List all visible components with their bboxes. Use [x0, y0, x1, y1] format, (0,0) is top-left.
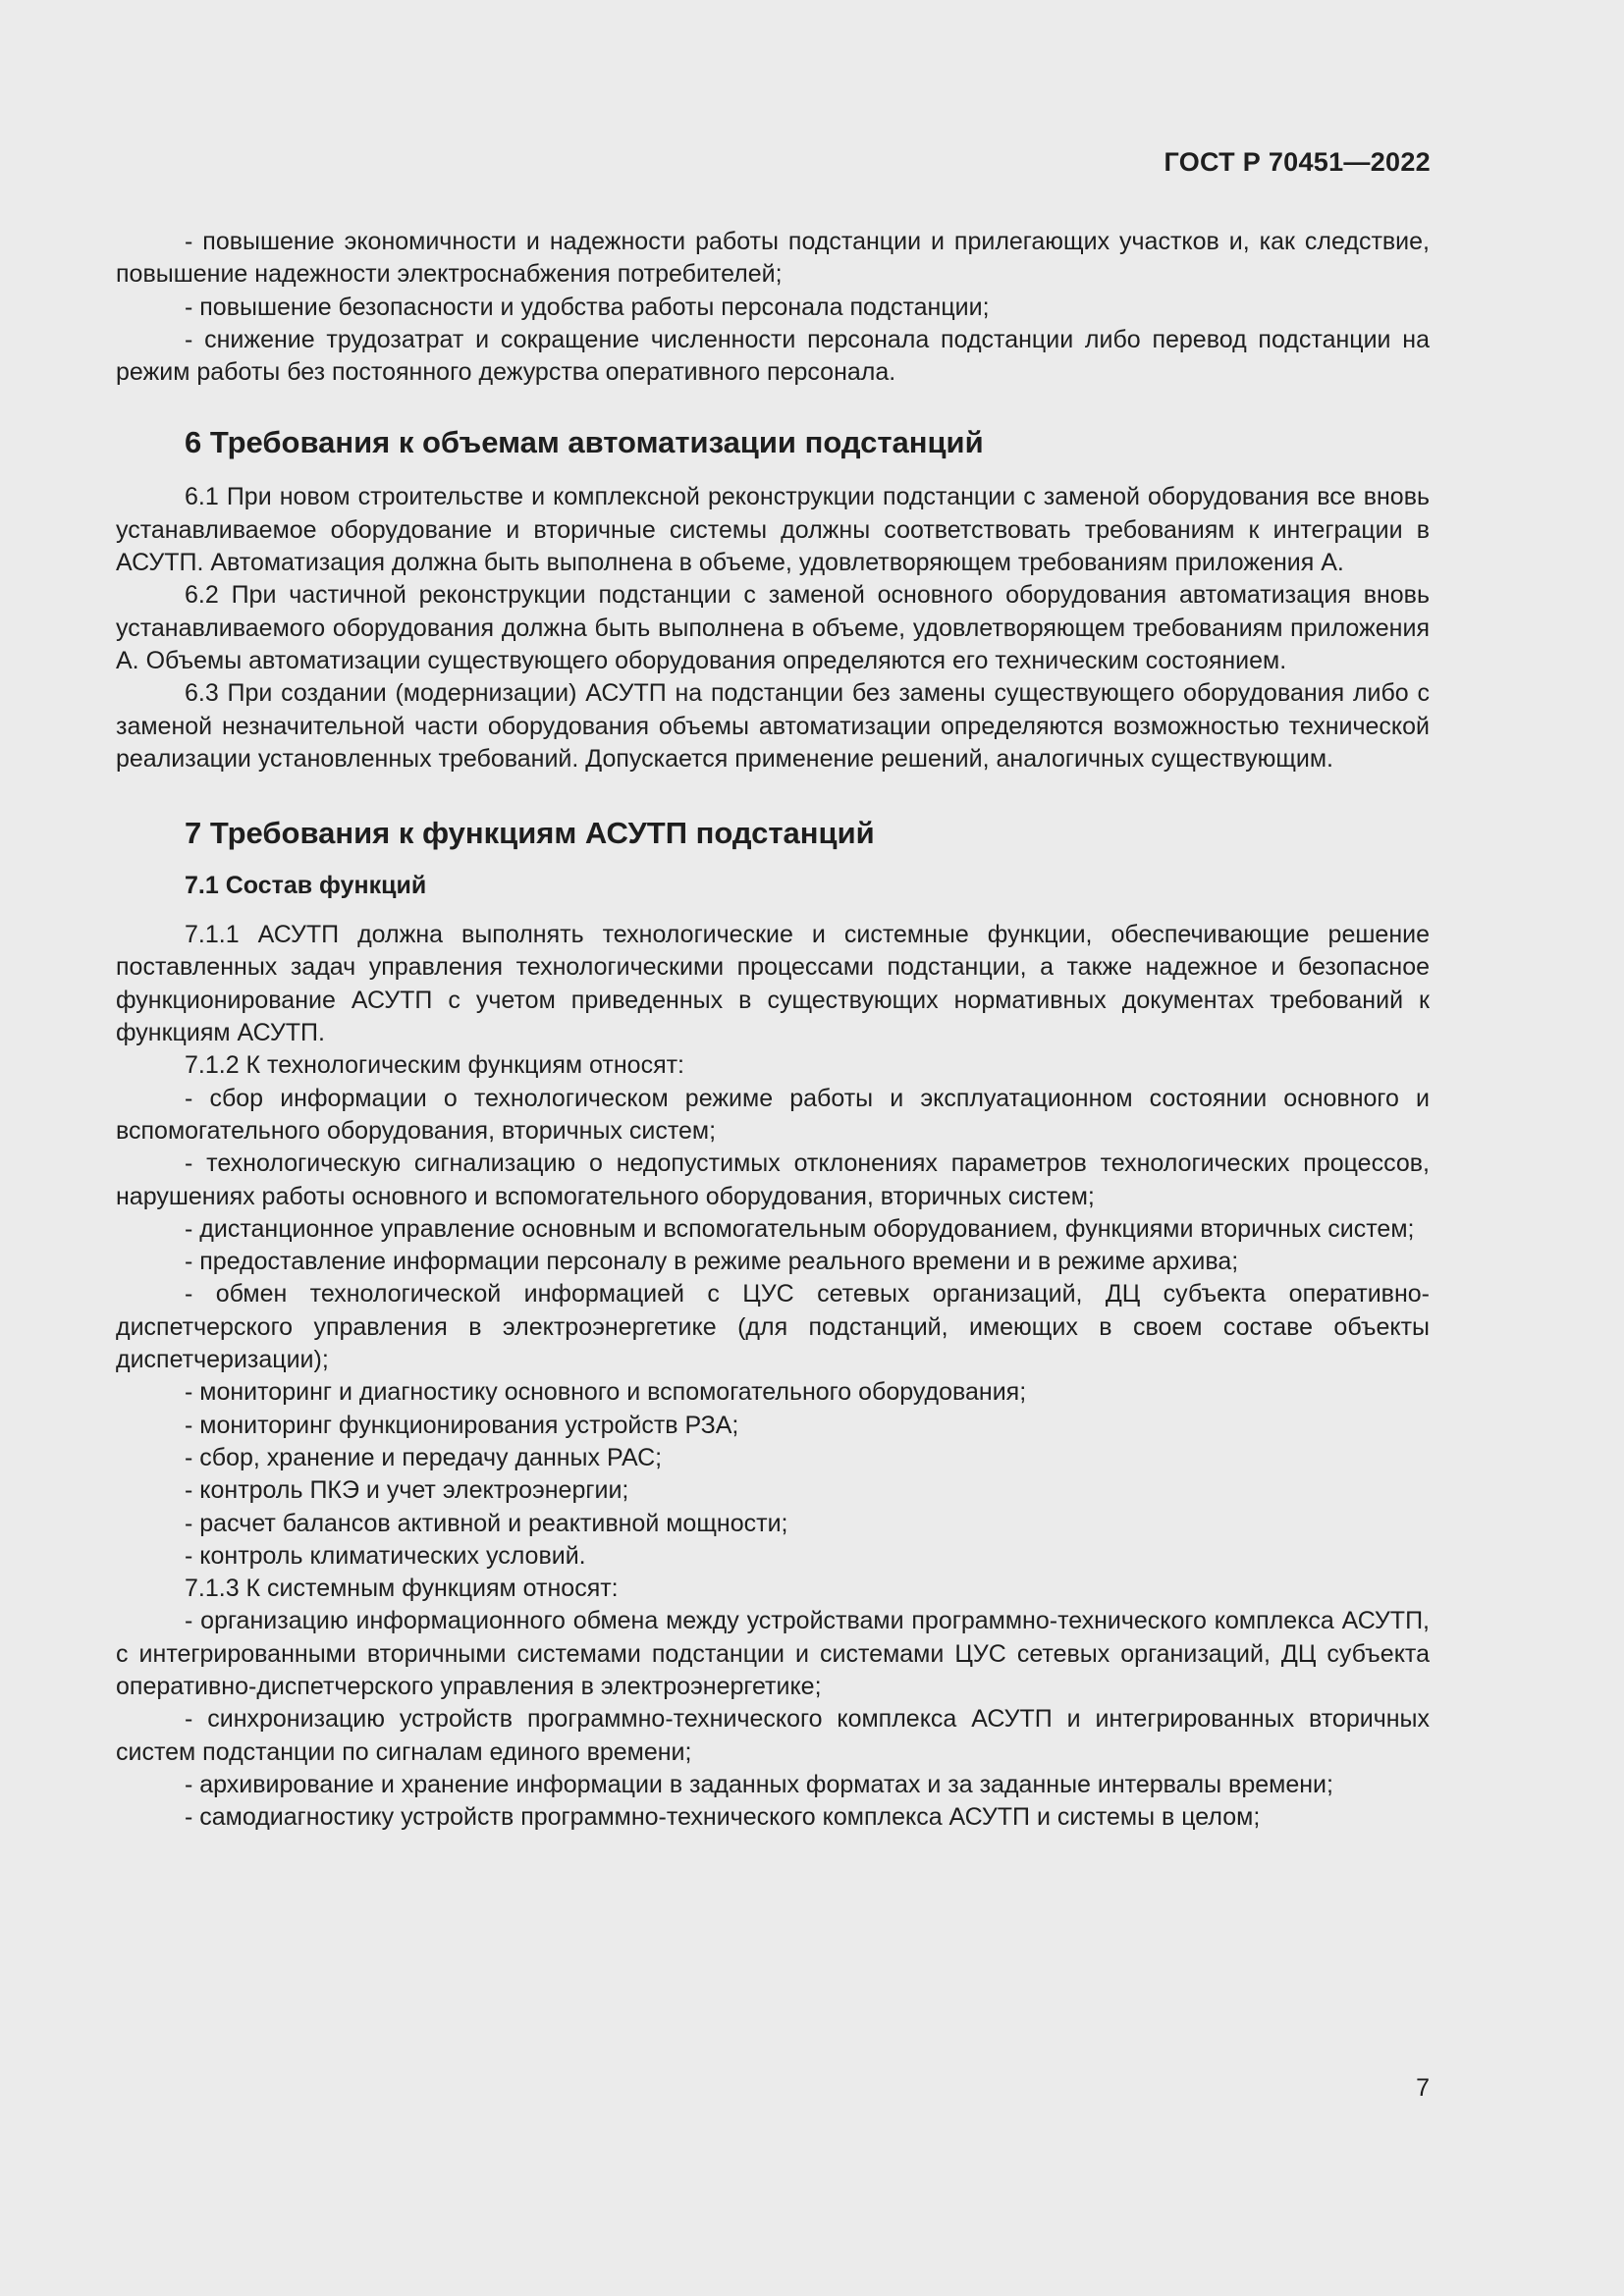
list-item: - контроль климатических условий.: [185, 1541, 586, 1570]
list-item: - расчет балансов активной и реактивной мощности;: [185, 1509, 788, 1537]
intro-list: [116, 226, 1430, 389]
clause-6-3: 6.3 При создании (модернизации) АСУТП на подстанции без замены существующего оборудования либо с заменой незначительной части оборудования объемы автоматизации определяются возможностью технической реализации установленных требований. Допускается применение решений, аналогичных существующим.: [116, 679, 1430, 773]
list-item: - дистанционное управление основным и вспомогательным оборудованием, функциями вторичных систем;: [185, 1214, 1415, 1243]
clause-7-1-1: 7.1.1 АСУТП должна выполнять технологические и системные функции, обеспечивающие решение поставленных задач управления технологическими процессами подстанции, а также надежное и безопасное функционирование АСУТП с учетом приведенных в существующих нормативных документах требований к функциям АСУТП.: [116, 921, 1430, 1047]
section-7-heading: 7 Требования к функциям АСУТП подстанций: [185, 816, 875, 851]
list-item: - предоставление информации персоналу в режиме реального времени и в режиме архива;: [185, 1248, 1239, 1276]
technological-functions-list: [116, 1083, 1430, 1573]
list-item: - обмен технологической информацией с ЦУС сетевых организаций, ДЦ субъекта оперативно-диспетчерского управления в электроэнергетике (для подстанций, имеющих в своем составе объекты диспетчеризации);: [116, 1280, 1430, 1374]
list-item: - самодиагностику устройств программно-технического комплекса АСУТП и системы в целом;: [185, 1803, 1261, 1832]
list-item: - архивирование и хранение информации в заданных форматах и за заданные интервалы времени;: [185, 1770, 1333, 1798]
list-item: - мониторинг функционирования устройств РЗА;: [185, 1411, 739, 1439]
system-functions-list: [116, 1605, 1430, 1834]
list-item: - контроль ПКЭ и учет электроэнергии;: [185, 1476, 629, 1505]
clause-6-1: 6.1 При новом строительстве и комплексной реконструкции подстанции с заменой оборудования все вновь устанавливаемое оборудование и вторичные системы должны соответствовать требованиям к интеграции в АСУТП. Автоматизация должна быть выполнена в объеме, удовлетворяющем требованиям приложения А.: [116, 483, 1430, 577]
list-item: - снижение трудозатрат и сокращение численности персонала подстанции либо перевод подстанции на режим работы без постоянного дежурства оперативного персонала.: [116, 325, 1430, 387]
section-6-heading: 6 Требования к объемам автоматизации подстанций: [185, 425, 984, 460]
subsection-7-1-heading: 7.1 Состав функций: [185, 872, 427, 900]
list-item: - организацию информационного обмена между устройствами программно-технического комплекса АСУТП, с интегрированными вторичными системами подстанции и системами ЦУС сетевых организаций, ДЦ субъекта оперативно-диспетчерского управления в электроэнергетике;: [116, 1607, 1430, 1700]
list-item: - сбор информации о технологическом режиме работы и эксплуатационном состоянии основного и вспомогательного оборудования, вторичных систем;: [116, 1084, 1430, 1145]
clause-6-2: 6.2 При частичной реконструкции подстанции с заменой основного оборудования автоматизация вновь устанавливаемого оборудования должна быть выполнена в объеме, удовлетворяющем требованиям приложения А. Объемы автоматизации существующего оборудования определяются его техническим состоянием.: [116, 581, 1430, 674]
clause-7-1-2: 7.1.2 К технологическим функциям относят:: [185, 1051, 684, 1080]
clause-7-1-3: 7.1.3 К системным функциям относят:: [185, 1575, 619, 1603]
list-item: - повышение экономичности и надежности работы подстанции и прилегающих участков и, как следствие, повышение надежности электроснабжения потребителей;: [116, 228, 1430, 289]
page-number: 7: [1416, 2074, 1430, 2102]
list-item: - мониторинг и диагностику основного и вспомогательного оборудования;: [185, 1378, 1027, 1407]
list-item: - сбор, хранение и передачу данных РАС;: [185, 1443, 663, 1471]
list-item: - повышение безопасности и удобства работы персонала подстанции;: [185, 293, 990, 321]
page-content: [116, 226, 1430, 1834]
standard-code: ГОСТ Р 70451—2022: [1164, 147, 1431, 177]
list-item: - технологическую сигнализацию о недопустимых отклонениях параметров технологических процессов, нарушениях работы основного и вспомогательного оборудования, вторичных систем;: [116, 1149, 1430, 1210]
list-item: - синхронизацию устройств программно-технического комплекса АСУТП и интегрированных вторичных систем подстанции по сигналам единого времени;: [116, 1705, 1430, 1766]
